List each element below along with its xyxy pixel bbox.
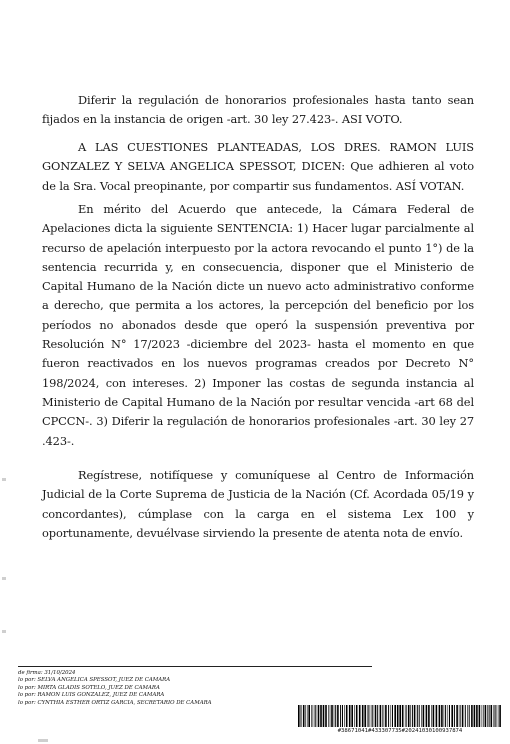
paragraph-judges-vote: A LAS CUESTIONES PLANTEADAS, LOS DRES. RAMON LUIS GONZALEZ Y SELVA ANGELICA SPESSOT, DICEN: Que adhieren al voto de la Sra. Vocal preopinante, por compartir sus fundamentos. ASÍ VOTAN.	[42, 140, 474, 193]
barcode-bar	[399, 705, 401, 727]
barcode-bar	[372, 705, 373, 727]
barcode-bar	[423, 705, 425, 727]
signer-line: lo por: RAMON LUIS GONZALEZ, JUEZ DE CAMARA	[18, 692, 165, 699]
scan-artifact	[38, 739, 48, 742]
barcode-bar	[364, 705, 366, 727]
barcode-bar	[489, 705, 490, 727]
barcode-bar	[439, 705, 441, 727]
barcode-bar	[433, 705, 435, 727]
barcode-bar	[445, 705, 446, 727]
barcode-bar	[320, 705, 322, 727]
barcode-bar	[482, 705, 483, 727]
barcode-bar	[459, 705, 460, 727]
paragraph-sentence: En mérito del Acuerdo que antecede, la Cámara Federal de Apelaciones dicta la siguiente SENTENCIA: 1) Hacer lugar parcialmente al recurso de apelación interpuesto por la actora revocando el punto 1°) de la sentencia recurrida y, en consecuencia, disponer que el Ministerio de Capital Humano de la Nación dicte un nuevo acto administrativo conforme a derecho, que permita a los actores, la percepción del beneficio por los períodos no abonados desde que operó la suspensión preventiva por Resolución N° 17/2023 -diciembre del 2023- hasta el momento en que fueron reactivados en los nuevos programas creados por Decreto N° 198/2024, con intereses. 2) Imponer las costas de segunda instancia al Ministerio de Capital Humano de la Nación por resultar vencida -art 68 del CPCCN-. 3) Diferir la regulación de honorarios profesionales -art. 30 ley 27 .423-.	[42, 202, 474, 448]
barcode-bar	[421, 705, 422, 727]
barcode-bar	[385, 705, 387, 727]
signature-date: de firma: 31/10/2024	[18, 670, 76, 676]
barcode-bar	[388, 705, 389, 727]
barcode-bar	[384, 705, 385, 727]
barcode-bar	[391, 705, 392, 727]
barcode-bar	[314, 705, 315, 727]
barcode-bar	[380, 705, 382, 727]
barcode-bar	[334, 705, 335, 727]
barcode-bar	[402, 705, 404, 727]
barcode-image	[297, 705, 503, 727]
scan-artifact	[2, 577, 6, 580]
barcode-bar	[362, 705, 364, 727]
barcode-bar	[485, 705, 487, 727]
barcode-bar	[405, 705, 406, 727]
barcode-bar	[499, 705, 501, 727]
barcode-bar	[315, 705, 316, 727]
barcode-bar	[397, 705, 399, 727]
barcode-bar	[479, 705, 481, 727]
barcode-bar	[375, 705, 377, 727]
barcode-bar	[491, 705, 493, 727]
paragraph-fees-deferral: Diferir la regulación de honorarios profesionales hasta tanto sean fijados en la instancia de origen -art. 30 ley 27.423-. ASI VOTO.	[42, 93, 474, 127]
barcode-bar	[308, 705, 310, 727]
barcode-bar	[487, 705, 488, 727]
barcode-bar	[465, 705, 466, 727]
barcode-bar	[428, 705, 430, 727]
barcode-bar	[444, 705, 445, 727]
signature-divider	[18, 666, 372, 667]
scan-artifact	[2, 630, 6, 633]
barcode-bar	[351, 705, 353, 727]
barcode-bar	[449, 705, 450, 727]
barcode-bar	[377, 705, 378, 727]
barcode-bar	[335, 705, 336, 727]
barcode-bar	[436, 705, 438, 727]
barcode-bar	[356, 705, 358, 727]
barcode-bar	[408, 705, 410, 727]
barcode-bar	[414, 705, 416, 727]
barcode-bar	[371, 705, 372, 727]
paragraph-notification: Regístrese, notifíquese y comuníquese al Centro de Información Judicial de la Corte Suprema de Justicia de la Nación (Cf. Acordada 05/19 y concordantes), cúmplase con la carga en el sistema Lex 100 y oportunamente, devuélvase sirviendo la presente de atenta nota de envío.	[42, 468, 474, 540]
barcode-bar	[305, 705, 306, 727]
barcode-bar	[419, 705, 420, 727]
barcode-bar	[337, 705, 339, 727]
barcode-bar	[301, 705, 302, 727]
barcode-bar	[331, 705, 333, 727]
barcode-bar	[298, 705, 300, 727]
barcode-bar	[454, 705, 455, 727]
signer-line: lo por: CYNTHIA ESTHER ORTIZ GARCIA, SECRETARIO DE CAMARA	[18, 699, 212, 706]
barcode-bar	[330, 705, 331, 727]
barcode-bar	[342, 705, 343, 727]
barcode-bar	[303, 705, 305, 727]
signature-block	[18, 670, 318, 707]
barcode-bar	[349, 705, 351, 727]
barcode-bar	[494, 705, 495, 727]
barcode-bar	[456, 705, 458, 727]
barcode-bar	[394, 705, 396, 727]
barcode-bar	[410, 705, 411, 727]
barcode-bar	[367, 705, 368, 727]
barcode-bar	[323, 705, 325, 727]
barcode-bar	[462, 705, 464, 727]
barcode-bar	[441, 705, 443, 727]
scan-artifact	[2, 478, 6, 481]
barcode-bar	[382, 705, 383, 727]
barcode-bar	[392, 705, 393, 727]
barcode-bar	[359, 705, 361, 727]
barcode-bar	[412, 705, 413, 727]
barcode-bar	[469, 705, 470, 727]
barcode-bar	[354, 705, 355, 727]
barcode-bar	[476, 705, 478, 727]
barcode-bar	[417, 705, 418, 727]
barcode-bar	[311, 705, 312, 727]
barcode-bar	[495, 705, 496, 727]
barcode-bar	[483, 705, 484, 727]
barcode-bar	[474, 705, 476, 727]
barcode-bar	[448, 705, 449, 727]
barcode-bar	[307, 705, 308, 727]
barcode-bar	[368, 705, 369, 727]
barcode-bar	[451, 705, 453, 727]
barcode-bar	[431, 705, 432, 727]
barcode-bar	[346, 705, 348, 727]
barcode-bar	[328, 705, 329, 727]
signer-line: lo por: MIRTA GLADIS SOTELO, JUEZ DE CAMARA	[18, 684, 160, 691]
barcode-bar	[426, 705, 428, 727]
barcode-number: #38671041#433307735#20241030100937874	[337, 728, 463, 734]
barcode-bar	[340, 705, 341, 727]
barcode-bar	[467, 705, 468, 727]
barcode-bar	[318, 705, 320, 727]
barcode-bar	[325, 705, 327, 727]
barcode-bar	[406, 705, 407, 727]
barcode-bar	[344, 705, 345, 727]
signer-line: lo por: SELVA ANGELICA SPESSOT, JUEZ DE CAMARA	[18, 677, 171, 684]
barcode-bar	[460, 705, 461, 727]
barcode-bar	[498, 705, 499, 727]
barcode-bar	[471, 705, 473, 727]
